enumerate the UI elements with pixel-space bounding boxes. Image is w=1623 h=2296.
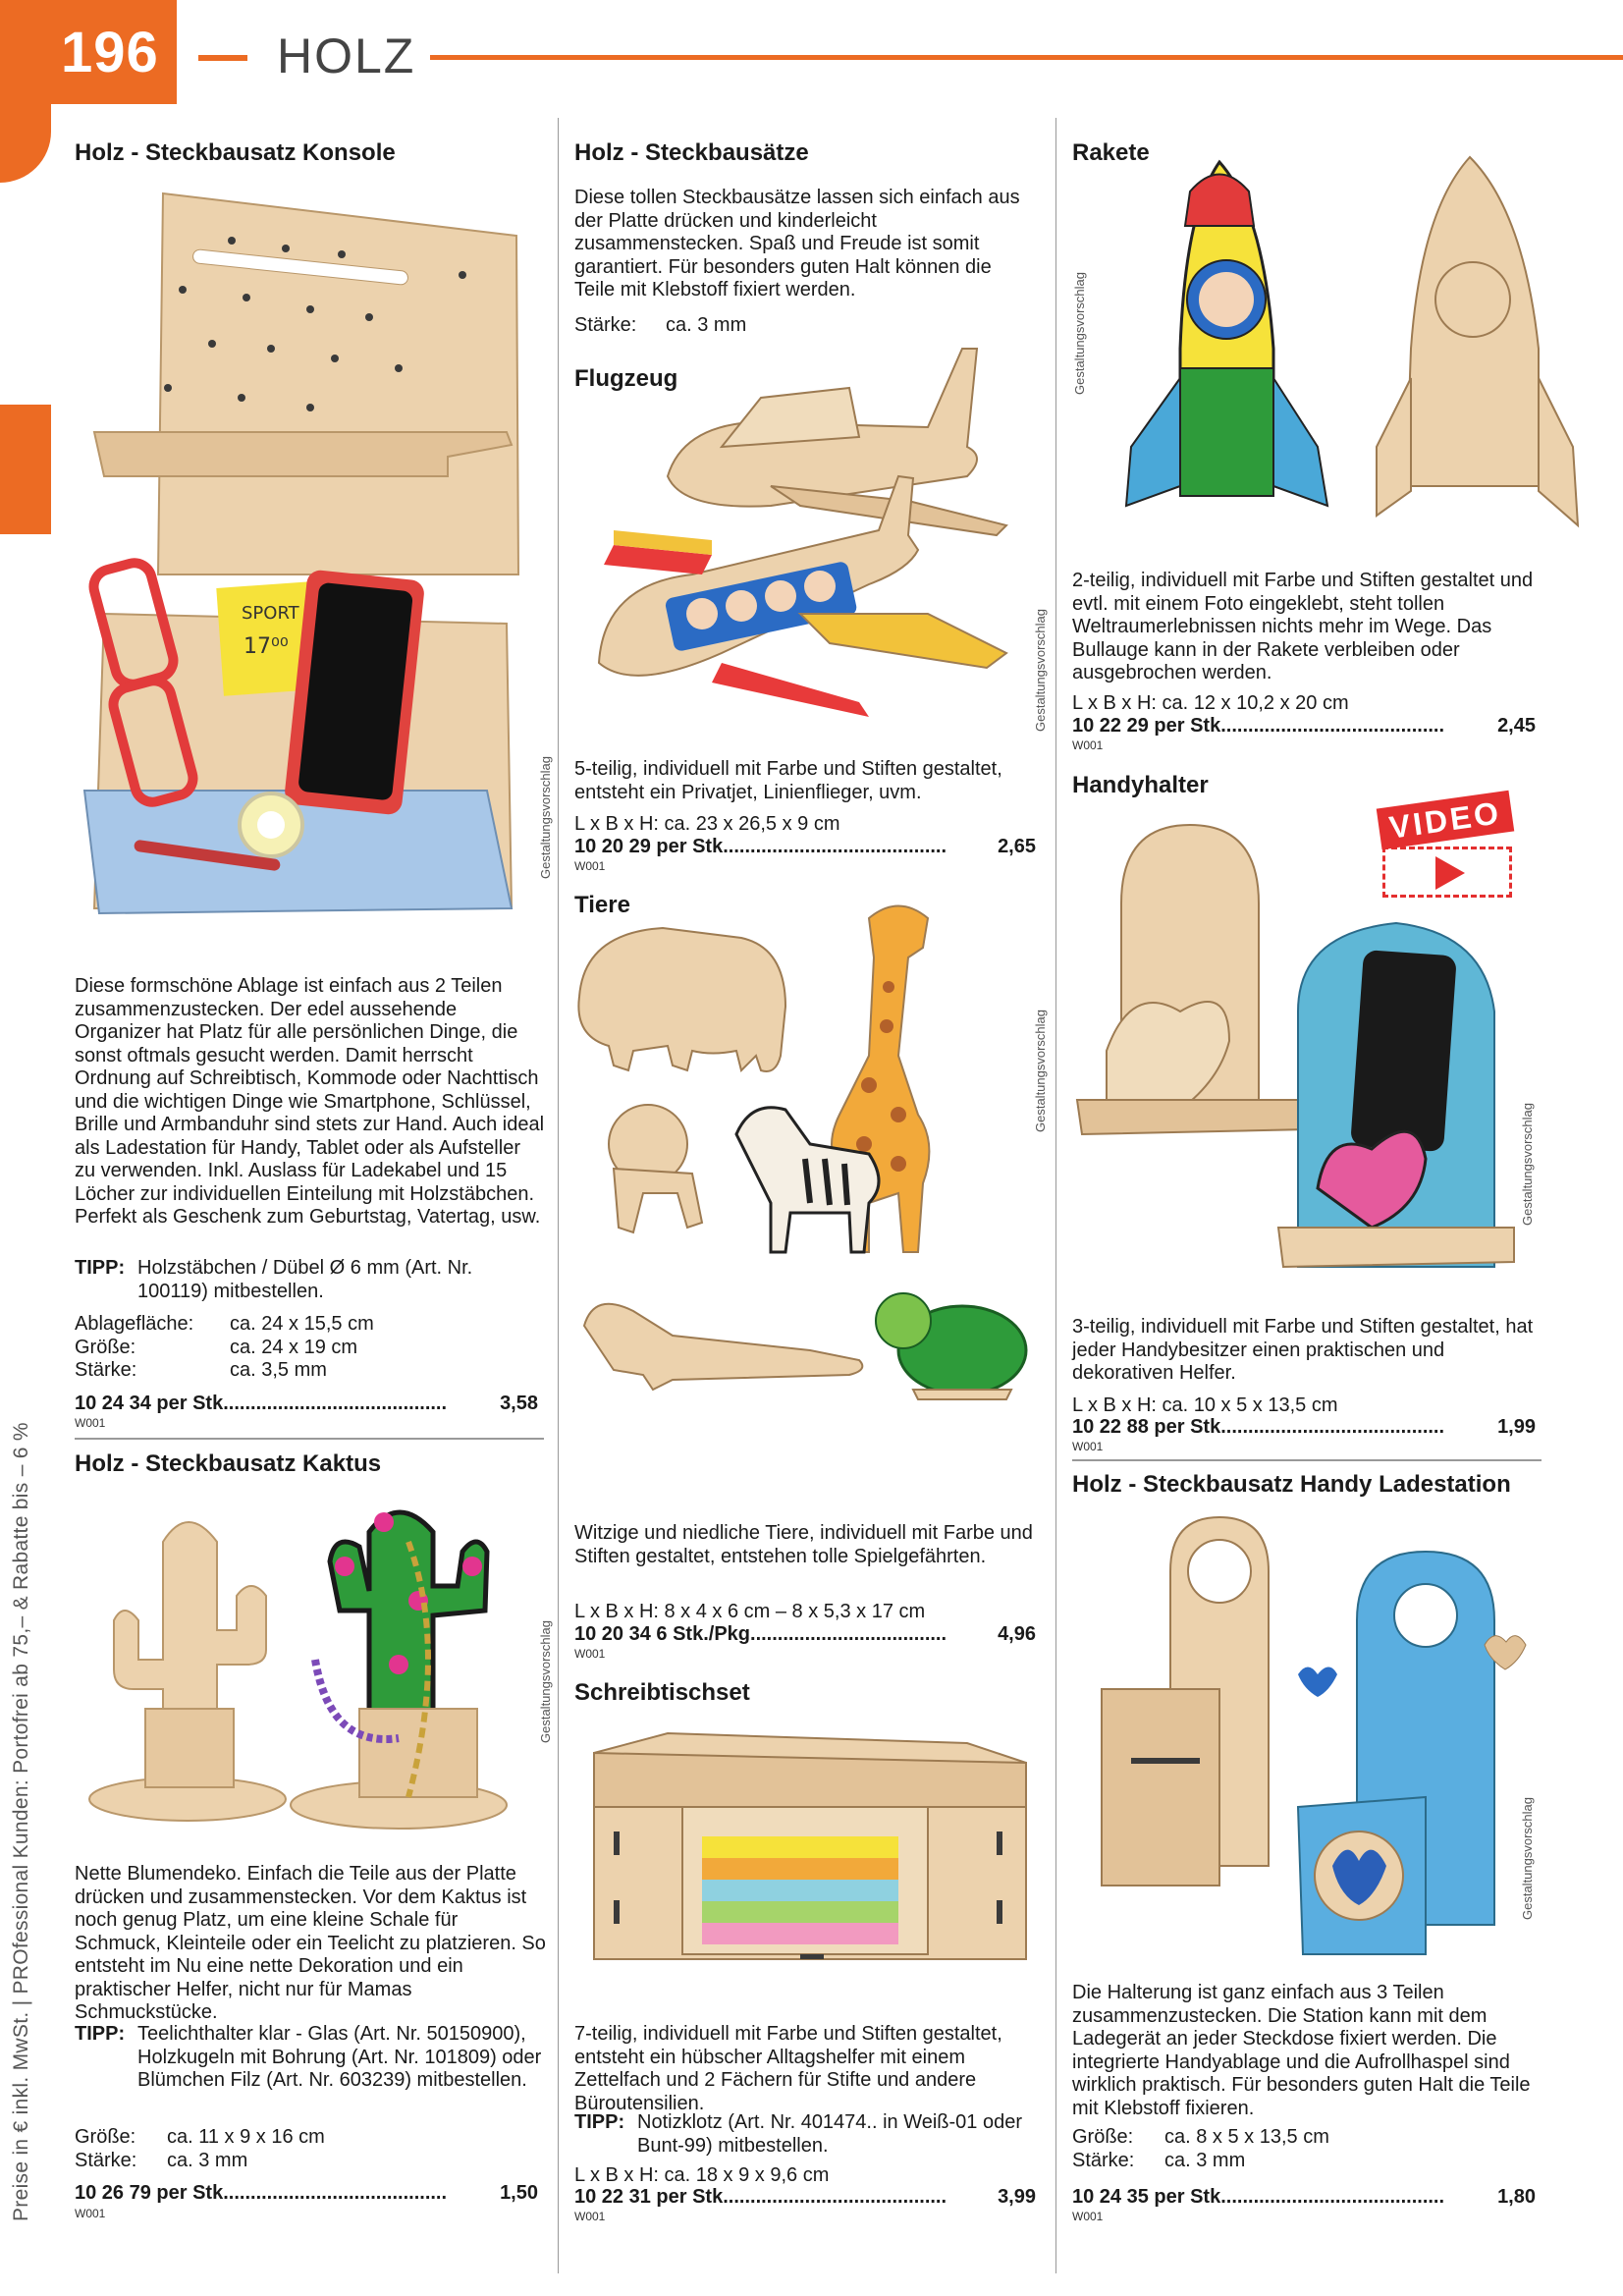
rakete-dims: L x B x H: ca. 12 x 10,2 x 20 cm	[1072, 692, 1349, 714]
ladestation-order-line	[1072, 2186, 1536, 2209]
schreibtischset-title: Schreibtischset	[574, 1679, 750, 1706]
ladestation-spec-row	[1072, 2150, 1543, 2173]
handyhalter-code: W001	[1072, 1440, 1104, 1453]
ladestation-description: Die Halterung ist ganz einfach aus 3 Teilen zusammenzustecken. Die Station kann mit dem Ladegerät an jeder Steckdose fixiert werden. Die integrierte Handyablage und die Aufrollhaspel sind wirklich praktisch. Für besonders guten Halt die Teile mit Klebstoff fixieren.	[1072, 1982, 1531, 2119]
flugzeug-description: 5-teilig, individuell mit Farbe und Stiften gestaltet, entsteht ein Privatjet, Linienflieger, uvm.	[574, 758, 1002, 803]
spec-value: ca. 11 x 9 x 16 cm	[167, 2126, 325, 2148]
design-label-flugzeug: Gestaltungsvorschlag	[1033, 608, 1048, 732]
spec-label: Stärke:	[75, 1359, 137, 1381]
schreibtischset-order-line	[574, 2186, 1036, 2209]
page-number: 196	[0, 0, 177, 104]
schreibtischset-order-number: 10 22 31 per Stk.	[574, 2186, 729, 2208]
rakete-description: 2-teilig, individuell mit Farbe und Stiften gestaltet und evtl. mit einem Foto eingeklebt, steht tollen Weltraumerlebnissen nichts mehr im Wege. Das Bullauge kann in der Rakete verbleiben oder ausgebrochen werden.	[1072, 570, 1534, 683]
konsole-separator	[75, 1438, 544, 1440]
konsole-specs	[75, 1313, 546, 1383]
konsole-price: 3,58	[500, 1393, 538, 1414]
spec-value: ca. 3 mm	[167, 2149, 248, 2171]
spec-label: Stärke:	[75, 2149, 137, 2171]
spec-label: Größe:	[75, 1336, 136, 1358]
spec-value: ca. 24 x 15,5 cm	[230, 1313, 374, 1335]
kaktus-order-line	[75, 2182, 538, 2205]
spec-label: Stärke:	[1072, 2149, 1135, 2171]
schreibtischset-description: 7-teilig, individuell mit Farbe und Stiften gestaltet, entsteht ein hübscher Alltagshelfer mit einem Zettelfach und 2 Fächern für Stifte und andere Büroutensilien.	[574, 2023, 1002, 2114]
flugzeug-title: Flugzeug	[574, 365, 678, 392]
handyhalter-order-number: 10 22 88 per Stk.	[1072, 1416, 1226, 1438]
page-tab-top	[0, 104, 51, 183]
schreibtischset-tipp-text: Notizklotz (Art. Nr. 401474.. in Weiß-01 oder Bunt-99) mitbestellen.	[637, 2111, 1023, 2157]
column-separator-1	[558, 118, 559, 2273]
section-title: HOLZ	[277, 28, 416, 83]
schreibtischset-price: 3,99	[998, 2186, 1036, 2208]
konsole-tipp	[75, 1257, 546, 1303]
kaktus-dots: ........................................	[228, 2182, 448, 2204]
spec-label: Ablagefläche:	[75, 1313, 194, 1335]
spec-value: ca. 3,5 mm	[230, 1359, 327, 1381]
konsole-code: W001	[75, 1416, 106, 1430]
konsole-tipp-label: TIPP:	[75, 1257, 126, 1279]
kaktus-spec-row	[75, 2150, 546, 2173]
tiere-dots: ...................................	[755, 1623, 947, 1645]
konsole-spec-row	[75, 1359, 546, 1383]
sticky-note-line1: SPORT	[242, 603, 299, 624]
ladestation-specs	[1072, 2126, 1543, 2172]
schreibtischset-dots: ........................................	[728, 2186, 947, 2208]
video-badge-label: VIDEO	[1377, 791, 1515, 850]
page-tab-marker	[0, 405, 51, 534]
steckbausaetze-intro: Diese tollen Steckbausätze lassen sich einfach aus der Platte drücken und kinderleicht zusammenstecken. Spaß und Freude ist somit garantiert. Für besonders guten Halt können die Teile mit Klebstoff fixiert werden.	[574, 187, 1020, 301]
kaktus-tipp	[75, 2023, 546, 2093]
spec-value: ca. 8 x 5 x 13,5 cm	[1164, 2126, 1329, 2148]
staerke-label: Stärke:	[574, 314, 637, 336]
schreibtischset-tipp	[574, 2111, 1046, 2158]
flugzeug-dots: ........................................	[728, 836, 947, 857]
rakete-code: W001	[1072, 738, 1104, 752]
kaktus-description: Nette Blumendeko. Einfach die Teile aus der Platte drücken und zusammenstecken. Vor dem Kaktus ist noch genug Platz, um eine kleine Schale für Schmuck, Kleinteile oder ein Teelicht zu platzieren. So entsteht im Nu eine nette Dekoration und ein praktischer Helfer, nicht nur für Mamas Schmuckstücke.	[75, 1863, 546, 2023]
spec-label: Größe:	[1072, 2126, 1134, 2148]
ladestation-image	[1072, 1512, 1534, 1964]
handyhalter-dims: L x B x H: ca. 10 x 5 x 13,5 cm	[1072, 1394, 1338, 1416]
spec-label: Größe:	[75, 2126, 136, 2148]
handyhalter-image	[1072, 815, 1534, 1306]
konsole-order-line	[75, 1393, 538, 1415]
schreibtischset-tipp-label: TIPP:	[574, 2111, 625, 2133]
kaktus-spec-row	[75, 2126, 546, 2150]
ladestation-order-number: 10 24 35 per Stk.	[1072, 2186, 1226, 2208]
rakete-title: Rakete	[1072, 139, 1150, 166]
kaktus-image	[75, 1493, 536, 1836]
ladestation-title: Holz - Steckbausatz Handy Ladestation	[1072, 1471, 1511, 1498]
steckbausaetze-title: Holz - Steckbausätze	[574, 139, 809, 166]
kaktus-tipp-text: Teelichthalter klar - Glas (Art. Nr. 50150900), Holzkugeln mit Bohrung (Art. Nr. 101809) oder Blümchen Filz (Art. Nr. 603239) mitbestellen.	[137, 2023, 542, 2091]
konsole-spec-row	[75, 1337, 546, 1360]
konsole-order-number: 10 24 34 per Stk.	[75, 1393, 229, 1414]
handyhalter-separator	[1072, 1459, 1542, 1461]
design-label-handyhalter: Gestaltungsvorschlag	[1520, 1102, 1535, 1226]
flugzeug-order-number: 10 20 29 per Stk.	[574, 836, 729, 857]
rakete-dots: ........................................	[1225, 715, 1445, 737]
design-label-ladestation: Gestaltungsvorschlag	[1520, 1796, 1535, 1920]
konsole-tipp-text: Holzstäbchen / Dübel Ø 6 mm (Art. Nr. 100119) mitbestellen.	[137, 1257, 473, 1302]
rakete-order-number: 10 22 29 per Stk.	[1072, 715, 1226, 737]
header-dash	[198, 55, 247, 61]
schreibtischset-dims: L x B x H: ca. 18 x 9 x 9,6 cm	[574, 2164, 830, 2186]
side-price-note: Preise in € inkl. MwSt. | PROfessional Kunden: Portofrei ab 75,– & Rabatte bis – 6 %	[10, 1422, 32, 2221]
tiere-order-number: 10 20 34 6 Stk./Pkg.	[574, 1623, 756, 1645]
handyhalter-description: 3-teilig, individuell mit Farbe und Stiften gestaltet, hat jeder Handybesitzer einen praktischen und dekorativen Helfer.	[1072, 1316, 1534, 1384]
staerke-value: ca. 3 mm	[666, 314, 747, 336]
handyhalter-dots: ........................................	[1225, 1416, 1445, 1438]
tiere-code: W001	[574, 1647, 606, 1661]
column-separator-2	[1055, 118, 1056, 2273]
tiere-dims: L x B x H: 8 x 4 x 6 cm – 8 x 5,3 x 17 cm	[574, 1601, 926, 1622]
flugzeug-image	[574, 329, 1046, 732]
ladestation-spec-row	[1072, 2126, 1543, 2150]
konsole-image	[75, 182, 536, 948]
spec-value: ca. 3 mm	[1164, 2149, 1246, 2171]
kaktus-tipp-label: TIPP:	[75, 2023, 126, 2045]
konsole-title: Holz - Steckbausatz Konsole	[75, 139, 396, 166]
tiere-title: Tiere	[574, 892, 630, 918]
kaktus-specs	[75, 2126, 546, 2172]
kaktus-title: Holz - Steckbausatz Kaktus	[75, 1450, 382, 1477]
design-label-konsole: Gestaltungsvorschlag	[538, 755, 553, 879]
spec-value: ca. 24 x 19 cm	[230, 1336, 358, 1358]
flugzeug-code: W001	[574, 859, 606, 873]
kaktus-order-number: 10 26 79 per Stk.	[75, 2182, 229, 2204]
rakete-order-line	[1072, 715, 1536, 738]
ladestation-code: W001	[1072, 2210, 1104, 2223]
tiere-order-line	[574, 1623, 1036, 1646]
flugzeug-order-line	[574, 836, 1036, 858]
schreibtischset-code: W001	[574, 2210, 606, 2223]
tiere-image	[574, 889, 1046, 1498]
flugzeug-price: 2,65	[998, 836, 1036, 857]
rakete-price: 2,45	[1497, 715, 1536, 737]
handyhalter-title: Handyhalter	[1072, 772, 1209, 798]
design-label-rakete: Gestaltungsvorschlag	[1072, 271, 1087, 395]
handyhalter-price: 1,99	[1497, 1416, 1536, 1438]
rakete-image	[1092, 152, 1602, 545]
konsole-dots: ........................................	[228, 1393, 448, 1414]
design-label-tiere: Gestaltungsvorschlag	[1033, 1009, 1048, 1132]
ladestation-dots: ........................................	[1225, 2186, 1445, 2208]
header-rule	[430, 55, 1623, 60]
sticky-note-line2: 17⁰⁰	[243, 634, 289, 659]
konsole-spec-row	[75, 1313, 546, 1337]
ladestation-price: 1,80	[1497, 2186, 1536, 2208]
tiere-price: 4,96	[998, 1623, 1036, 1645]
kaktus-price: 1,50	[500, 2182, 538, 2204]
tiere-description: Witzige und niedliche Tiere, individuell mit Farbe und Stiften gestaltet, entstehen tolle Spielgefährten.	[574, 1522, 1033, 1567]
handyhalter-order-line	[1072, 1416, 1536, 1439]
design-label-kaktus: Gestaltungsvorschlag	[538, 1619, 553, 1743]
schreibtischset-image	[574, 1714, 1046, 2008]
kaktus-code: W001	[75, 2207, 106, 2220]
konsole-description: Diese formschöne Ablage ist einfach aus 2 Teilen zusammenzustecken. Der edel aussehende Organizer hat Platz für alle persönlichen Dinge, die sonst oftmals gesucht werden. Damit herrscht Ordnung auf Schreibtisch, Kommode oder Nachttisch und die wichtigen Dinge wie Smartphone, Schlüssel, Brille und Armbanduhr sind stets zur Hand. Auch ideal als Ladestation für Handy, Tablet oder als Aufsteller zu verwenden. Inkl. Auslass für Ladekabel und 15 Löcher zur individuellen Einteilung mit Holzstäbchen. Perfekt als Geschenk zum Geburtstag, Vatertag, usw.	[75, 975, 545, 1228]
flugzeug-dims: L x B x H: ca. 23 x 26,5 x 9 cm	[574, 813, 840, 835]
